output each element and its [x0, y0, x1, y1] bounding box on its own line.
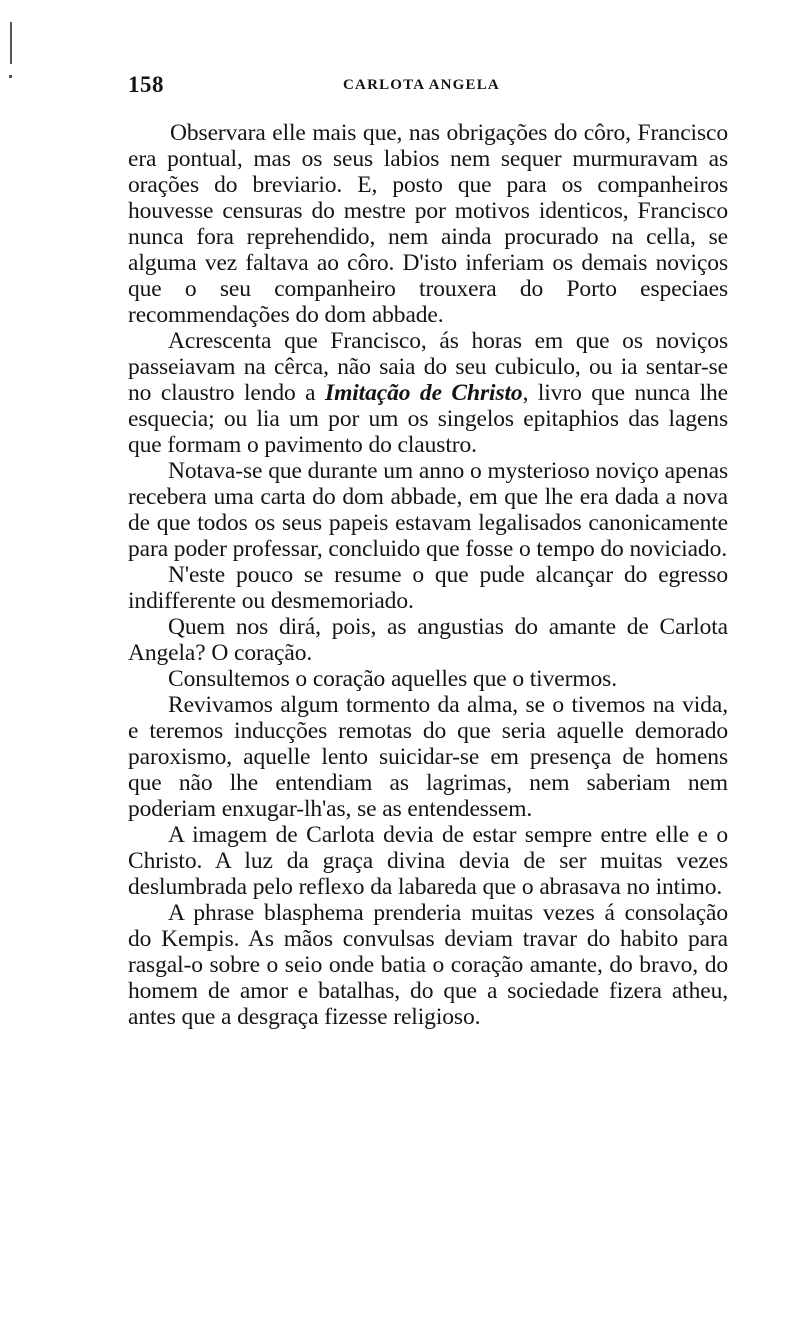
paragraph: Observara elle mais que, nas obrigações do côro, Francisco era pontual, mas os seus labios nem sequer murmuravam as orações do breviario. E, posto que para os companheiros houvesse censuras do mestre por motivos identicos, Francisco nunca fora reprehendido, nem ainda procurado na cella, se alguma vez faltava ao côro. D'isto inferiam os demais noviços que o seu companheiro trouxera do Porto especiaes recommendações do dom abbade.	[128, 120, 728, 328]
book-title: Imitação de Christo	[325, 380, 523, 406]
paragraph: Quem nos dirá, pois, as angustias do amante de Carlota Angela? O coração.	[128, 614, 728, 666]
paragraph: Notava-se que durante um anno o mysterioso noviço apenas recebera uma carta do dom abbade, em que lhe era dada a nova de que todos os seus papeis estavam legalisados canonicamente para poder professar, concluido que fosse o tempo do noviciado.	[128, 458, 728, 562]
page-number: 158	[128, 72, 164, 97]
body-text	[128, 120, 728, 1030]
scan-mark	[9, 75, 12, 78]
scan-mark	[10, 22, 12, 64]
paragraph: Consultemos o coração aquelles que o tivermos.	[168, 666, 617, 692]
paragraph: Revivamos algum tormento da alma, se o tivemos na vida, e teremos inducções remotas do que seria aquelle demorado paroxismo, aquelle lento suicidar-se em presença de homens que não lhe entendiam as lagrimas, nem saberiam nem poderiam enxugar-lh'as, se as entendessem.	[128, 692, 728, 822]
paragraph-text: , livro que nunca lhe esquecia; ou lia um por um os singelos epitaphios das lagens que formam o pavimento do claustro.	[128, 380, 728, 458]
running-title: CARLOTA ANGELA	[343, 77, 500, 93]
paragraph: N'este pouco se resume o que pude alcançar do egresso indifferente ou desmemoriado.	[128, 562, 728, 614]
page-header	[128, 72, 728, 102]
paragraph: A imagem de Carlota devia de estar sempre entre elle e o Christo. A luz da graça divina devia de ser muitas vezes deslumbrada pelo reflexo da labareda que o abrasava no intimo.	[128, 822, 728, 900]
paragraph: A phrase blasphema prenderia muitas vezes á consolação do Kempis. As mãos convulsas deviam travar do habito para rasgal-o sobre o seio onde batia o coração amante, do bravo, do homem de amor e batalhas, do que a sociedade fizera atheu, antes que a desgraça fizesse religioso.	[128, 900, 728, 1030]
paragraph-text: Acrescenta que Francisco, ás horas em que os noviços passeiavam na cêrca, não saia do seu cubiculo, ou ia sentar-se no claustro lendo a	[128, 328, 728, 406]
paragraph	[128, 328, 728, 458]
